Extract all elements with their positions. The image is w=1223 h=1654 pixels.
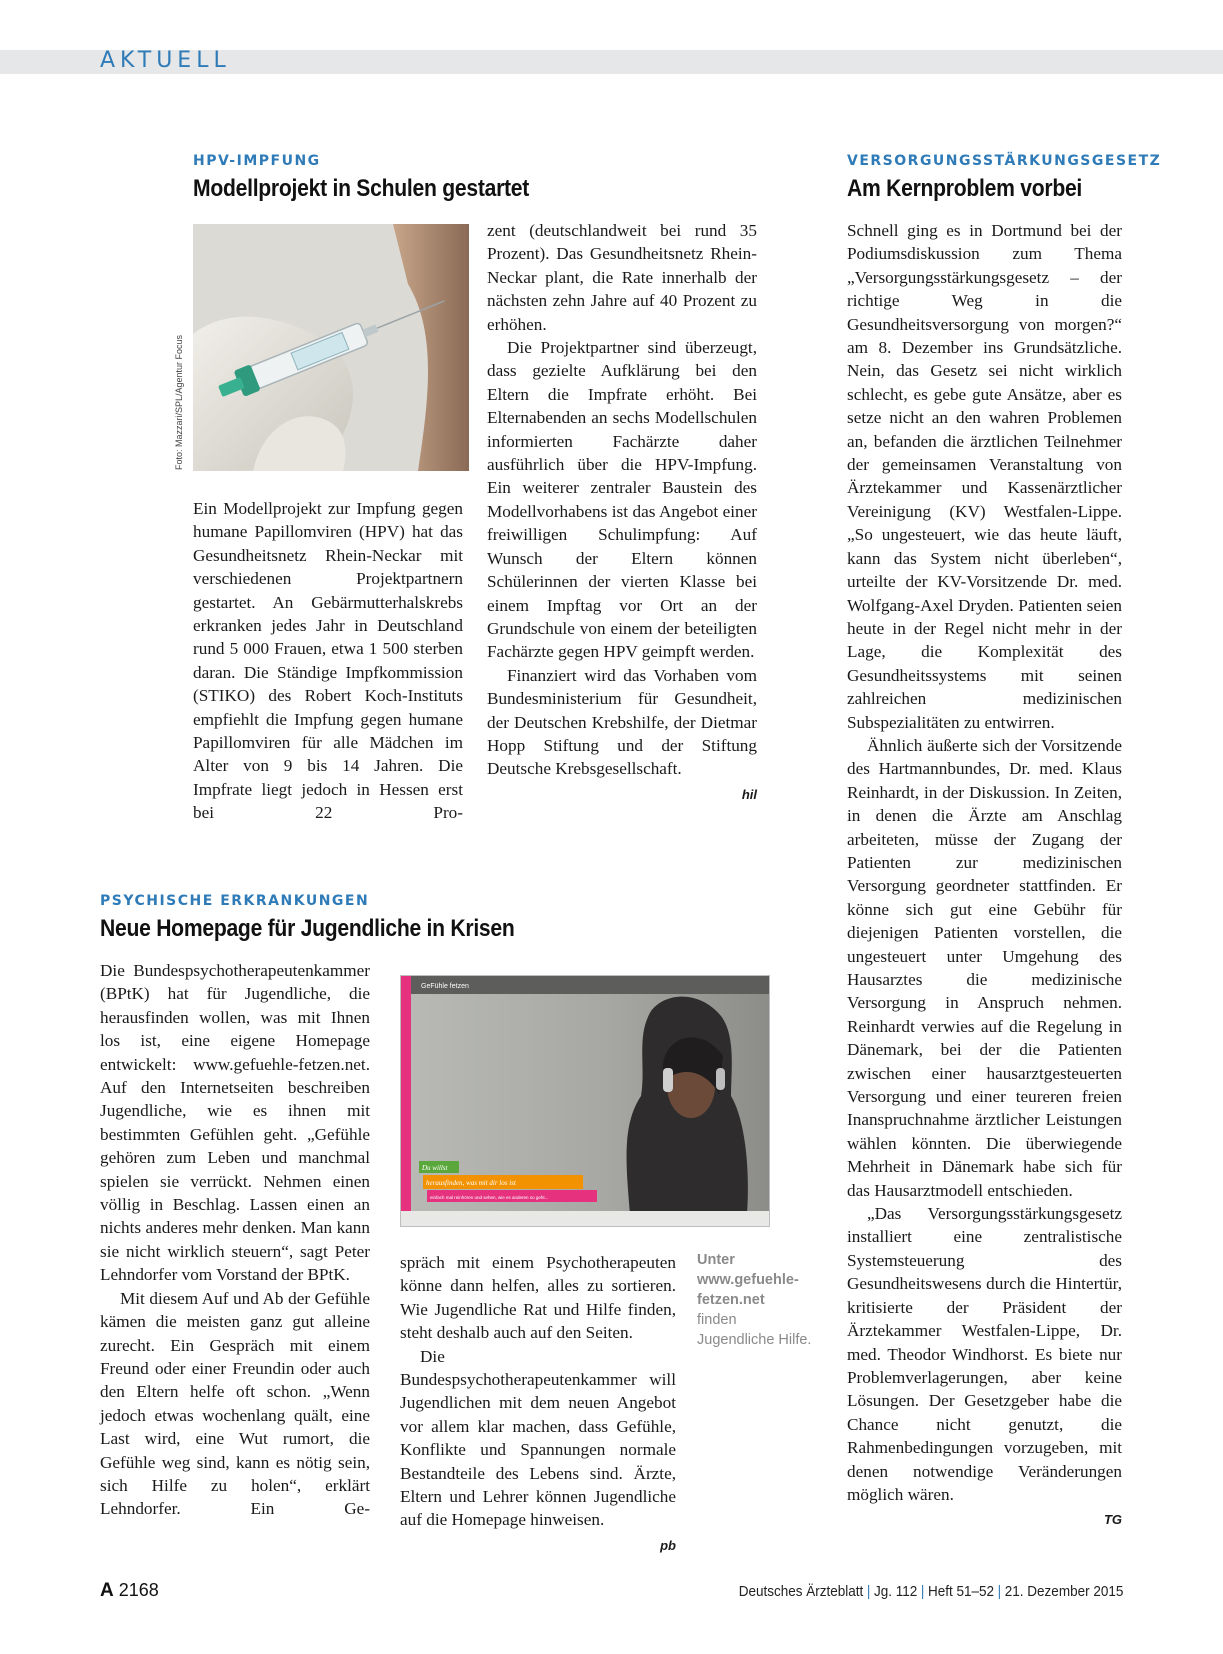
article2-paragraph: Mit diesem Auf und Ab der Gefühle kämen die meisten ganz gut alleine zurecht. Ein Gespräch mit einem Freund oder einer Freundin oder auch den Eltern helfe oft schon. „Wenn jedoch etwas wochenlang quält, eine Last wird, eine Wut rumort, die Gefühle weg sind, kann es nötig sein, sich Hilfe zu holen“, erklärt Lehndorfer. Ein Ge- — [100, 1288, 370, 1519]
journal-name: Deutsches Ärzteblatt — [738, 1583, 863, 1600]
website-screenshot — [400, 975, 770, 1227]
article3-paragraph: „Das Versorgungsstärkungsgesetz installiert eine zentralistische Systemsteuerung des Gesundheitswesens durch die Hintertür, kritisierte der Präsident der Ärztekammer Westfalen-Lippe, Dr. med. Theodor Windhorst. Es biete nur Problemverlagerungen, aber keine Lösungen. Der Gesetzgeber habe die Chance nicht genutzt, die Rahmenbedingungen vorzugeben, mit denen notwendige Veränderungen möglich wären. — [847, 1204, 1122, 1504]
article2-column-2 — [400, 1251, 676, 1557]
journal-issue: Heft 51–52 — [927, 1583, 994, 1600]
screenshot-site-name: GeFühle fetzen — [421, 983, 469, 990]
article1-paragraph: Finanziert wird das Vorhaben vom Bundesministerium für Gesundheit, der Deutschen Krebshilfe, der Dietmar Hopp Stiftung und der Stiftung Deutsche Krebsgesellschaft. — [487, 665, 757, 779]
article3-title: Am Kernproblem vorbei — [847, 175, 1083, 202]
article1-signature: hil — [741, 786, 757, 802]
article3-signature: TG — [1103, 1512, 1122, 1528]
article2-column-1 — [100, 959, 370, 1521]
article1-column-2 — [487, 219, 757, 806]
article1-paragraph: zent (deutschlandweit bei rund 35 Prozent). Das Gesundheitsnetz Rhein-Neckar plant, die Rate innerhalb der nächsten zehn Jahre auf 40 Prozent zu erhöhen. — [487, 221, 757, 334]
article1-paragraph: Die Projektpartner sind überzeugt, dass gezielte Aufklärung bei den Eltern die Impfrate erhöht. Bei Elternabenden an sechs Modellschulen informierten Fachärzte daher ausführlich über die HPV-Impfung. Ein weiterer zentraler Baustein des Modellvorhabens ist das Angebot einer freiwilligen Schulimpfung: Auf Wunsch der Eltern können Schülerinnen der vierten Klasse bei einem Impftag vor Ort an der Grundschule von einem der beteiligten Fachärzte gegen HPV geimpft werden. — [487, 338, 757, 662]
journal-volume: Jg. 112 — [873, 1583, 917, 1600]
article1-kicker: HPV-IMPFUNG — [193, 153, 321, 169]
screenshot-line-3: einfach mal reinhören und sehen, wie es anderen so geht... — [430, 1195, 549, 1200]
article2-paragraph: Die Bundespsychotherapeutenkammer (BPtK) hat für Jugendliche, die herausfinden wollen, was mit Ihnen los ist, eine eigene Homepage entwickelt: www.gefuehle-fetzen.net. Auf den Internetseiten beschreiben Jugendliche, wie es ihnen mit bestimmten Gefühlen geht. „Gefühle gehören zum Leben und manchmal spielen sie verrückt. Nehmen einen völlig in Beschlag. Lassen einen an nichts anderes mehr denken. Man kann sie nicht wirklich steuern“, sagt Peter Lehndorfer vom Vorstand der BPtK. — [100, 961, 370, 1285]
page-prefix: A — [100, 1580, 114, 1601]
journal-footer: Deutsches Ärzteblatt | Jg. 112 | Heft 51–52 | 21. Dezember 2015 — [738, 1583, 1123, 1600]
article3-paragraph: Schnell ging es in Dortmund bei der Podiumsdiskussion zum Thema „Versorgungsstärkungsgesetz – der richtige Weg in die Gesundheitsversorgung von morgen?“ am 8. Dezember ins Grundsätzliche. Nein, das Gesetz sei nicht wirklich schlecht, es gebe gute Ansätze, aber es setze nicht an den wahren Problemen an, befanden die ärztlichen Teilnehmer der gemeinsamen Veranstaltung von Ärztekammer und Kassenärztlicher Vereinigung (KV) Westfalen-Lippe. „So ungesteuert, wie das heute läuft, kann das System nicht überleben“, urteilte der KV-Vorsitzende Dr. med. Wolfgang-Axel Dryden. Patienten seien heute in der Regel nicht mehr in der Lage, die Komplexität des Gesundheitssystems mit seinen zahlreichen medizinischen Subspezialitäten zu entwirren. — [847, 221, 1122, 732]
article2-signature: pb — [660, 1537, 676, 1553]
journal-date: 21. Dezember 2015 — [1004, 1583, 1123, 1600]
screenshot-caption — [697, 1250, 817, 1350]
vaccine-syringe-photo — [193, 224, 469, 471]
screenshot-line-2: herausfinden, was mit dir los ist — [426, 1179, 516, 1187]
page-number-value: 2168 — [118, 1580, 159, 1600]
article2-kicker: PSYCHISCHE ERKRANKUNGEN — [100, 893, 370, 909]
article3-kicker: VERSORGUNGSSTÄRKUNGSGESETZ — [847, 153, 1162, 169]
article1-paragraph: Ein Modellprojekt zur Impfung gegen humane Papillomviren (HPV) hat das Gesundheitsnetz Rhein-Neckar mit verschiedenen Projektpartnern gestartet. An Gebärmutterhalskrebs erkranken jedes Jahr in Deutschland rund 5 000 Frauen, etwa 1 500 sterben daran. Die Ständige Impfkommission (STIKO) des Robert Koch-Instituts empfiehlt die Impfung gegen humane Papillomviren für alle Mädchen im Alter von 9 bis 14 Jahren. Die Impfrate liegt jedoch in Hessen erst bei 22 Pro- — [193, 499, 463, 823]
article1-title: Modellprojekt in Schulen gestartet — [193, 175, 530, 202]
article3-paragraph: Ähnlich äußerte sich der Vorsitzende des Hartmannbundes, Dr. med. Klaus Reinhardt, in der Diskussion. In Zeiten, in denen die Ärzte am Anschlag arbeiteten, müsse der Zugang der Patienten zur medizinischen Versorgung geordneter stattfinden. Er könne sich gut eine Gebühr für diejenigen Patienten vorstellen, die ungesteuert unter Umgehung des Hausarztes die medizinische Versorgung in Anspruch nehmen. Reinhardt verwies auf die Regelung in Dänemark, bei der die Patienten zwischen einer hausarztgesteuerten Versorgung und einer teureren freien Inanspruchnahme ärztlicher Leistungen wählen könnten. Die überwiegende Mehrheit in Dänemark habe sich für das Hausarztmodell entschieden. — [847, 735, 1122, 1200]
caption-bold: Unter www.gefuehle-fetzen.net — [697, 1252, 799, 1308]
caption-text: finden Jugendliche Hilfe. — [697, 1312, 812, 1348]
article1-column-1 — [193, 497, 463, 825]
article2-paragraph: spräch mit einem Psychotherapeuten könne dann helfen, alles zu sortieren. Wie Jugendliche Rat und Hilfe finden, steht deshalb auch auf den Seiten. — [400, 1253, 676, 1343]
screenshot-line-1: Du willst — [422, 1164, 448, 1172]
page-number — [100, 1580, 159, 1602]
photo-credit: Foto: Mazzari/SPL/Agentur Focus — [174, 334, 184, 470]
article3-column — [847, 219, 1122, 1532]
article2-title: Neue Homepage für Jugendliche in Krisen — [100, 915, 515, 942]
section-label: AKTUELL — [100, 48, 231, 73]
article2-paragraph: Die Bundespsychotherapeutenkammer will Jugendlichen mit dem neuen Angebot vor allem klar machen, dass Gefühle, Konflikte und Spannungen normale Bestandteile des Lebens sind. Ärzte, Eltern und Lehrer können Jugendliche auf die Homepage hinweisen. — [400, 1346, 676, 1530]
